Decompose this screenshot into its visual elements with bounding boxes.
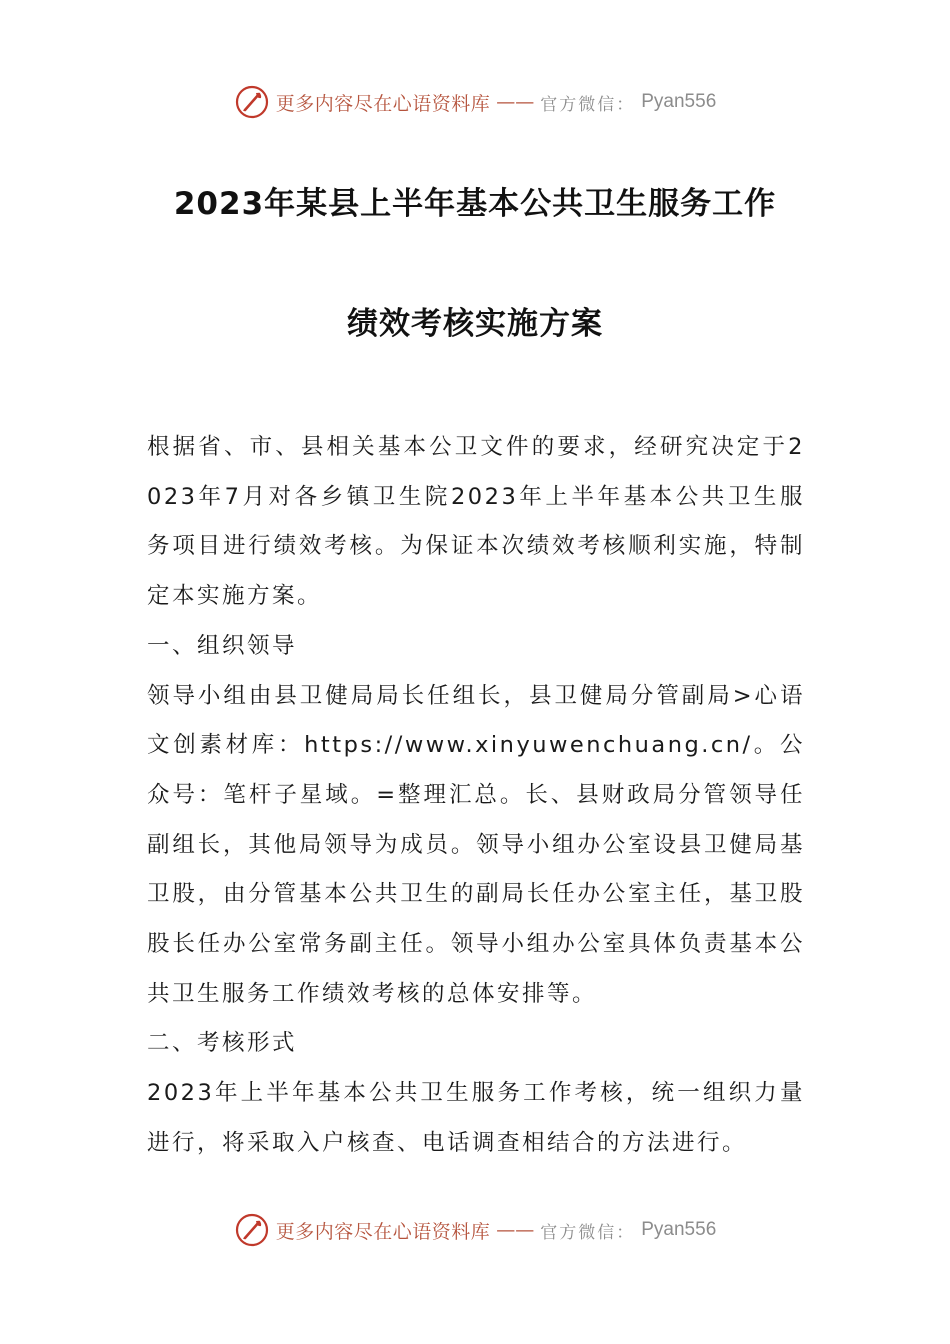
- watermark-wechat-label: 官方微信：: [540, 94, 636, 115]
- document-title-line-1: 2023年某县上半年基本公共卫生服务工作: [173, 186, 777, 222]
- body-paragraph-organization: 领导小组由县卫健局局长任组长，县卫健局分管副局>心语文创素材库：https://www.xinyuwenchuang.cn/。公众号：笔杆子星域。=整理汇总。长、县财政局分管领导任副组长，其他局领导为成员。领导小组办公室设县卫健局基卫股，由分管基本公共卫生的副局长任办公室主任，基卫股股长任办公室常务副主任。领导小组办公室具体负责基本公共卫生服务工作绩效考核的总体安排等。: [147, 682, 805, 1007]
- quill-seal-icon: [234, 1212, 270, 1248]
- section-heading-assessment-form: 二、考核形式: [147, 1030, 298, 1057]
- watermark-wechat-id: Pyan556: [641, 91, 717, 112]
- header-watermark-banner: [0, 82, 950, 122]
- body-paragraph-assessment-form: 2023年上半年基本公共卫生服务工作考核，统一组织力量进行，将采取入户核查、电话调查相结合的方法进行。: [147, 1080, 805, 1156]
- watermark-promo-text: 更多内容尽在心语资料库: [275, 92, 491, 115]
- watermark-wechat-id: Pyan556: [641, 1219, 717, 1240]
- watermark-dash: ——: [496, 91, 535, 113]
- footer-watermark-banner: [0, 1210, 950, 1250]
- quill-seal-icon: [234, 84, 270, 120]
- section-heading-organization: 一、组织领导: [147, 632, 298, 659]
- watermark-dash: ——: [496, 1219, 535, 1241]
- document-body: [147, 423, 805, 1169]
- body-paragraph-intro: 根据省、市、县相关基本公卫文件的要求，经研究决定于2023年7月对各乡镇卫生院2023年上半年基本公共卫生服务项目进行绩效考核。为保证本次绩效考核顺利实施，特制定本实施方案。: [147, 434, 805, 610]
- watermark-wechat-label: 官方微信：: [540, 1222, 636, 1243]
- document-title-line-2: 绩效考核实施方案: [347, 306, 603, 342]
- watermark-promo-text: 更多内容尽在心语资料库: [275, 1220, 491, 1243]
